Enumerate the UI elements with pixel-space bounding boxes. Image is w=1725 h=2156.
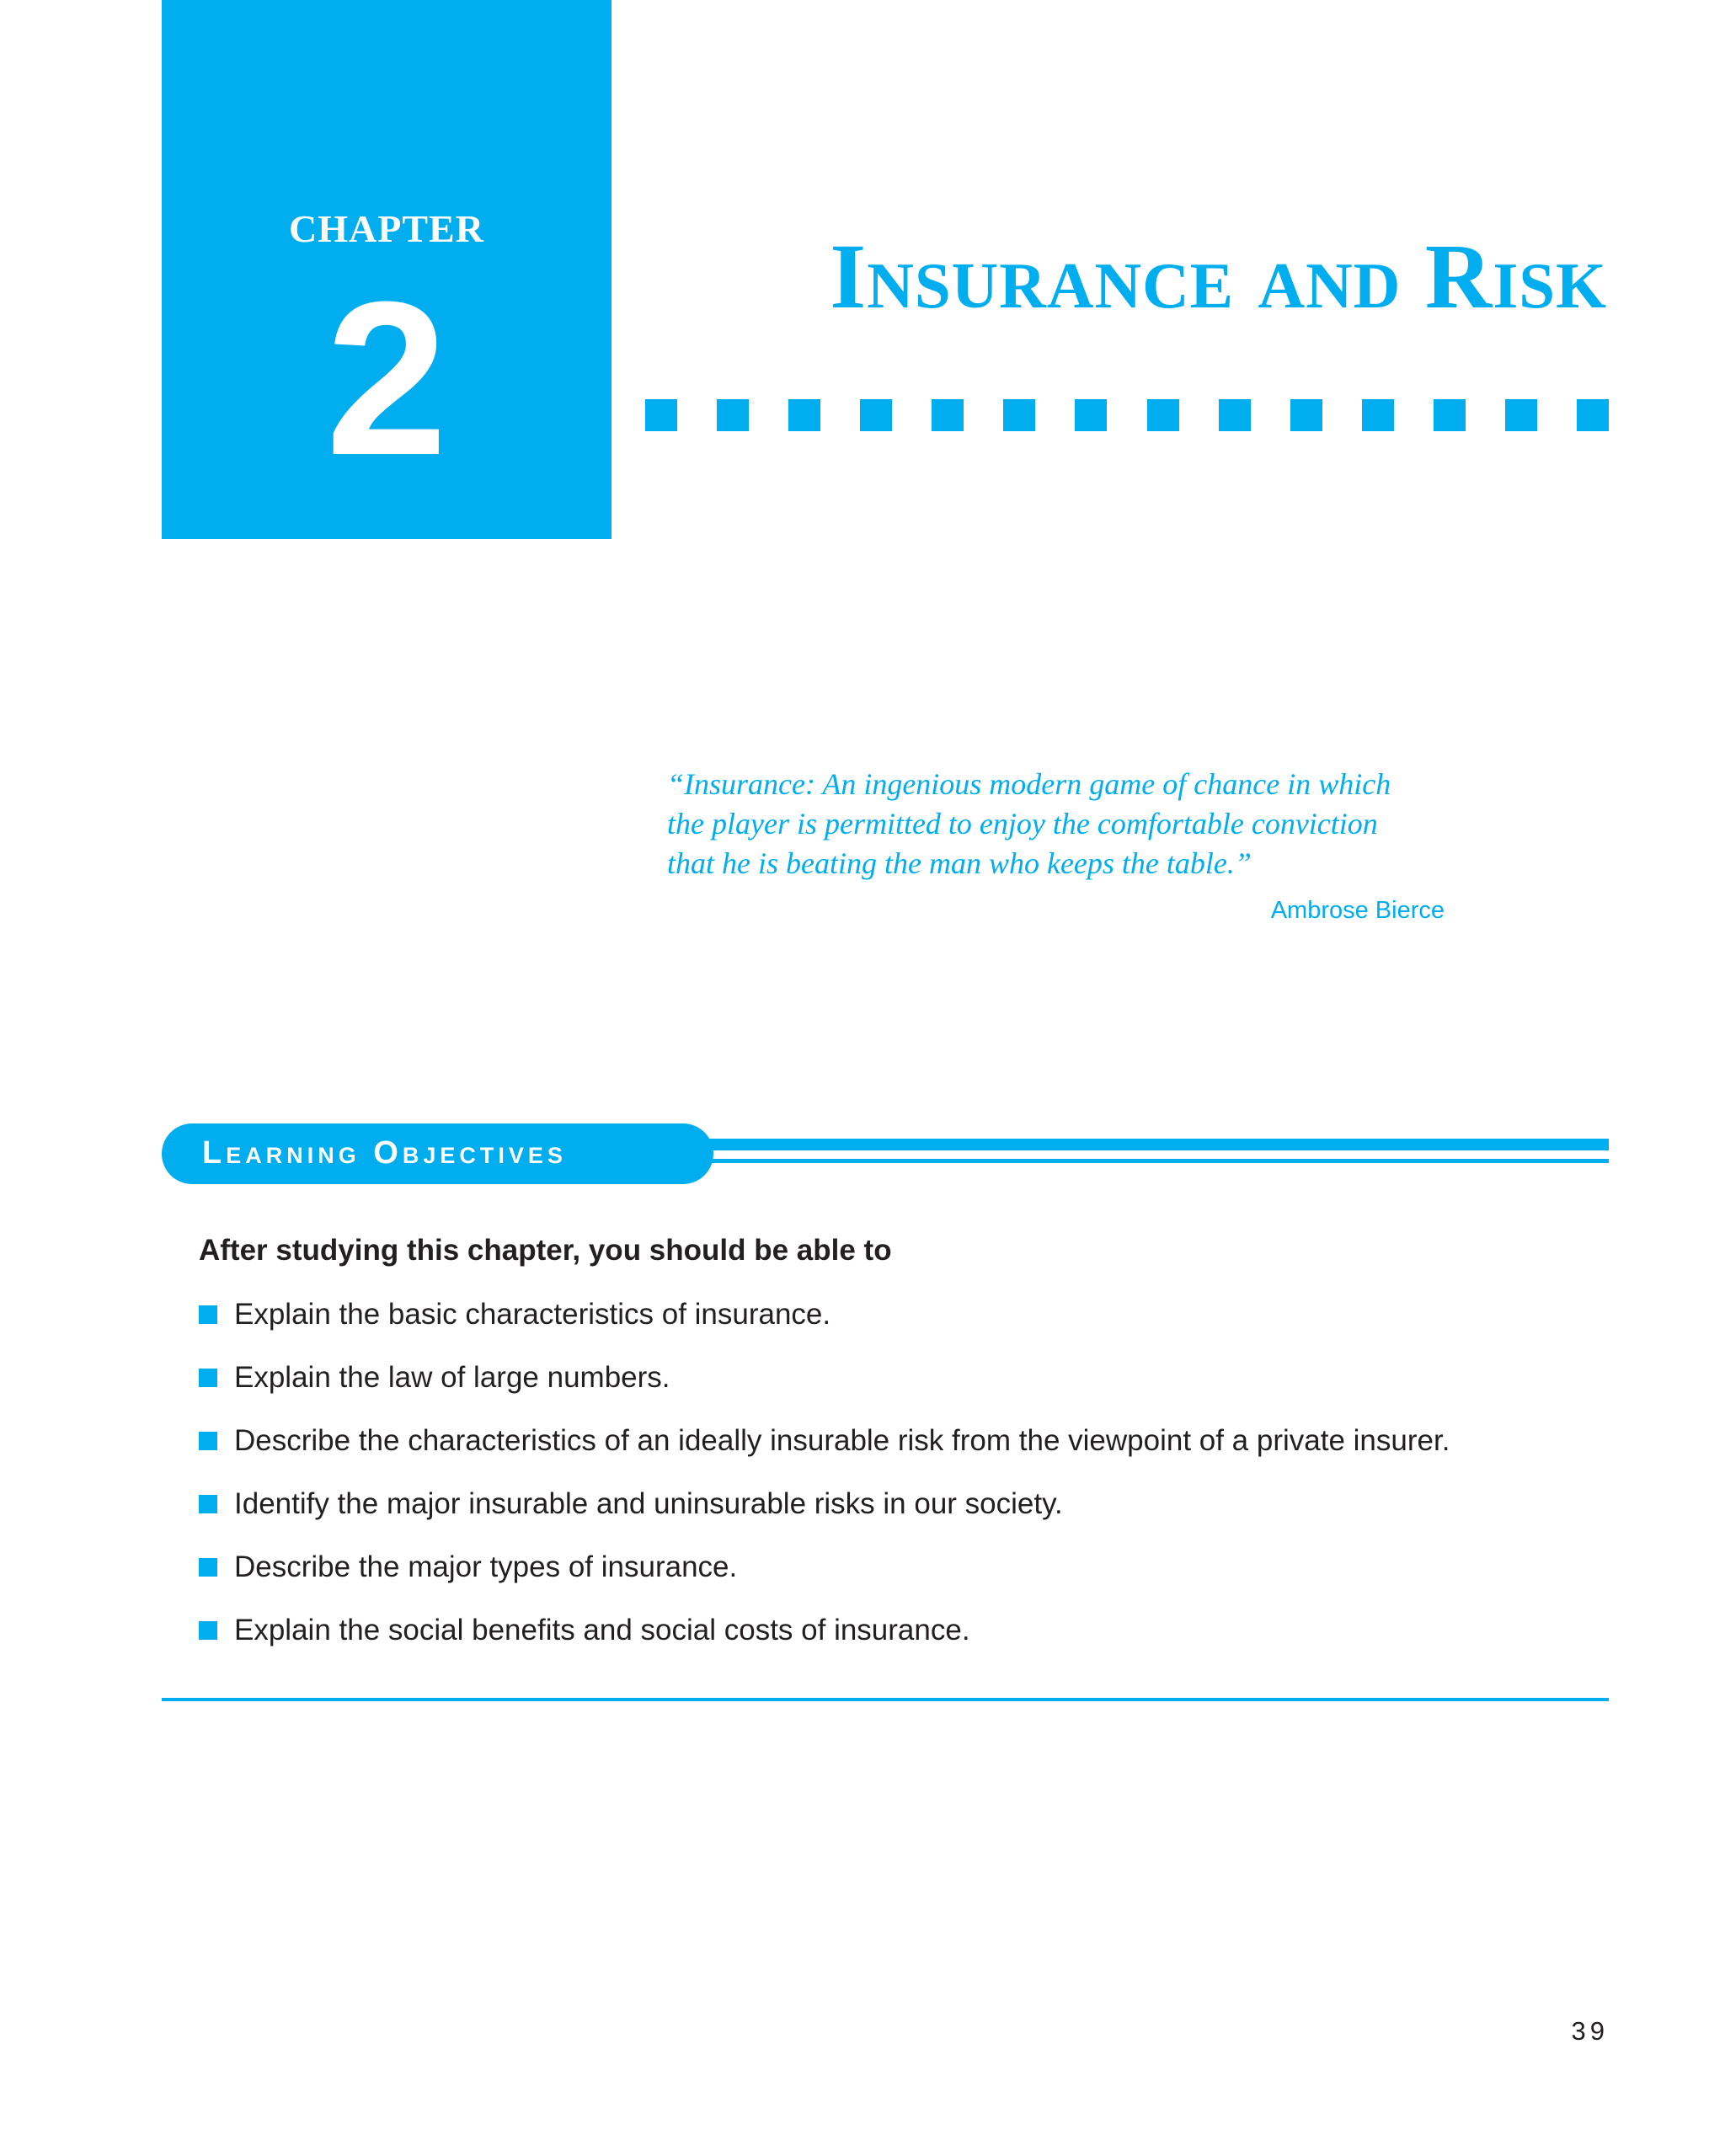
learning-objectives-tab [162, 1123, 713, 1184]
title-rule-square [1362, 399, 1394, 431]
heading-rule-thick [699, 1139, 1609, 1150]
title-rule-square [1147, 399, 1179, 431]
epigraph-line: that he is beating the man who keeps the table.” [667, 846, 1252, 880]
learning-objectives-list [199, 1289, 1614, 1668]
title-dot-rule [645, 399, 1609, 431]
chapter-number: 2 [325, 257, 448, 501]
list-item-text: Identify the major insurable and uninsurable risks in our society. [234, 1487, 1063, 1520]
title-rule-square [717, 399, 749, 431]
square-bullet-icon [199, 1621, 217, 1640]
title-rule-square [1290, 399, 1322, 431]
epigraph-author: Ambrose Bierce [1270, 897, 1445, 924]
chapter-box [162, 0, 611, 539]
heading-rule-thin [699, 1159, 1609, 1163]
page-number: 39 [1571, 2016, 1609, 2046]
title-rule-square [645, 399, 677, 431]
learning-objectives-heading: Learning Objectives [202, 1135, 567, 1171]
title-rule-square [860, 399, 892, 431]
list-item-text: Describe the characteristics of an ideally insurable risk from the viewpoint of a private insurer. [234, 1424, 1450, 1457]
title-rule-square [932, 399, 964, 431]
title-rule-square [1075, 399, 1107, 431]
epigraph-line: “Insurance: An ingenious modern game of chance in which [667, 767, 1391, 801]
title-rule-square [1434, 399, 1466, 431]
learning-objectives-intro: After studying this chapter, you should be able to [199, 1234, 892, 1267]
title-rule-square [1505, 399, 1537, 431]
list-item [199, 1415, 1614, 1478]
epigraph-line: the player is permitted to enjoy the comfortable conviction [667, 807, 1378, 841]
epigraph-quote [667, 765, 1493, 883]
list-item-text: Explain the social benefits and social costs of insurance. [234, 1614, 970, 1646]
square-bullet-icon [199, 1305, 217, 1324]
title-rule-square [1219, 399, 1251, 431]
square-bullet-icon [199, 1432, 217, 1450]
list-item-text: Explain the law of large numbers. [234, 1361, 670, 1394]
list-item [199, 1289, 1614, 1352]
bottom-rule [162, 1698, 1609, 1701]
square-bullet-icon [199, 1495, 217, 1513]
list-item [199, 1604, 1614, 1668]
chapter-label: CHAPTER [289, 207, 484, 250]
list-item [199, 1352, 1614, 1415]
list-item [199, 1478, 1614, 1541]
list-item-text: Describe the major types of insurance. [234, 1550, 738, 1583]
square-bullet-icon [199, 1558, 217, 1577]
square-bullet-icon [199, 1369, 217, 1387]
chapter-title: Insurance and Risk [830, 225, 1607, 328]
list-item-text: Explain the basic characteristics of insurance. [234, 1298, 831, 1331]
title-rule-square [1577, 399, 1609, 431]
title-rule-square [1003, 399, 1035, 431]
title-rule-square [788, 399, 820, 431]
list-item [199, 1541, 1614, 1604]
